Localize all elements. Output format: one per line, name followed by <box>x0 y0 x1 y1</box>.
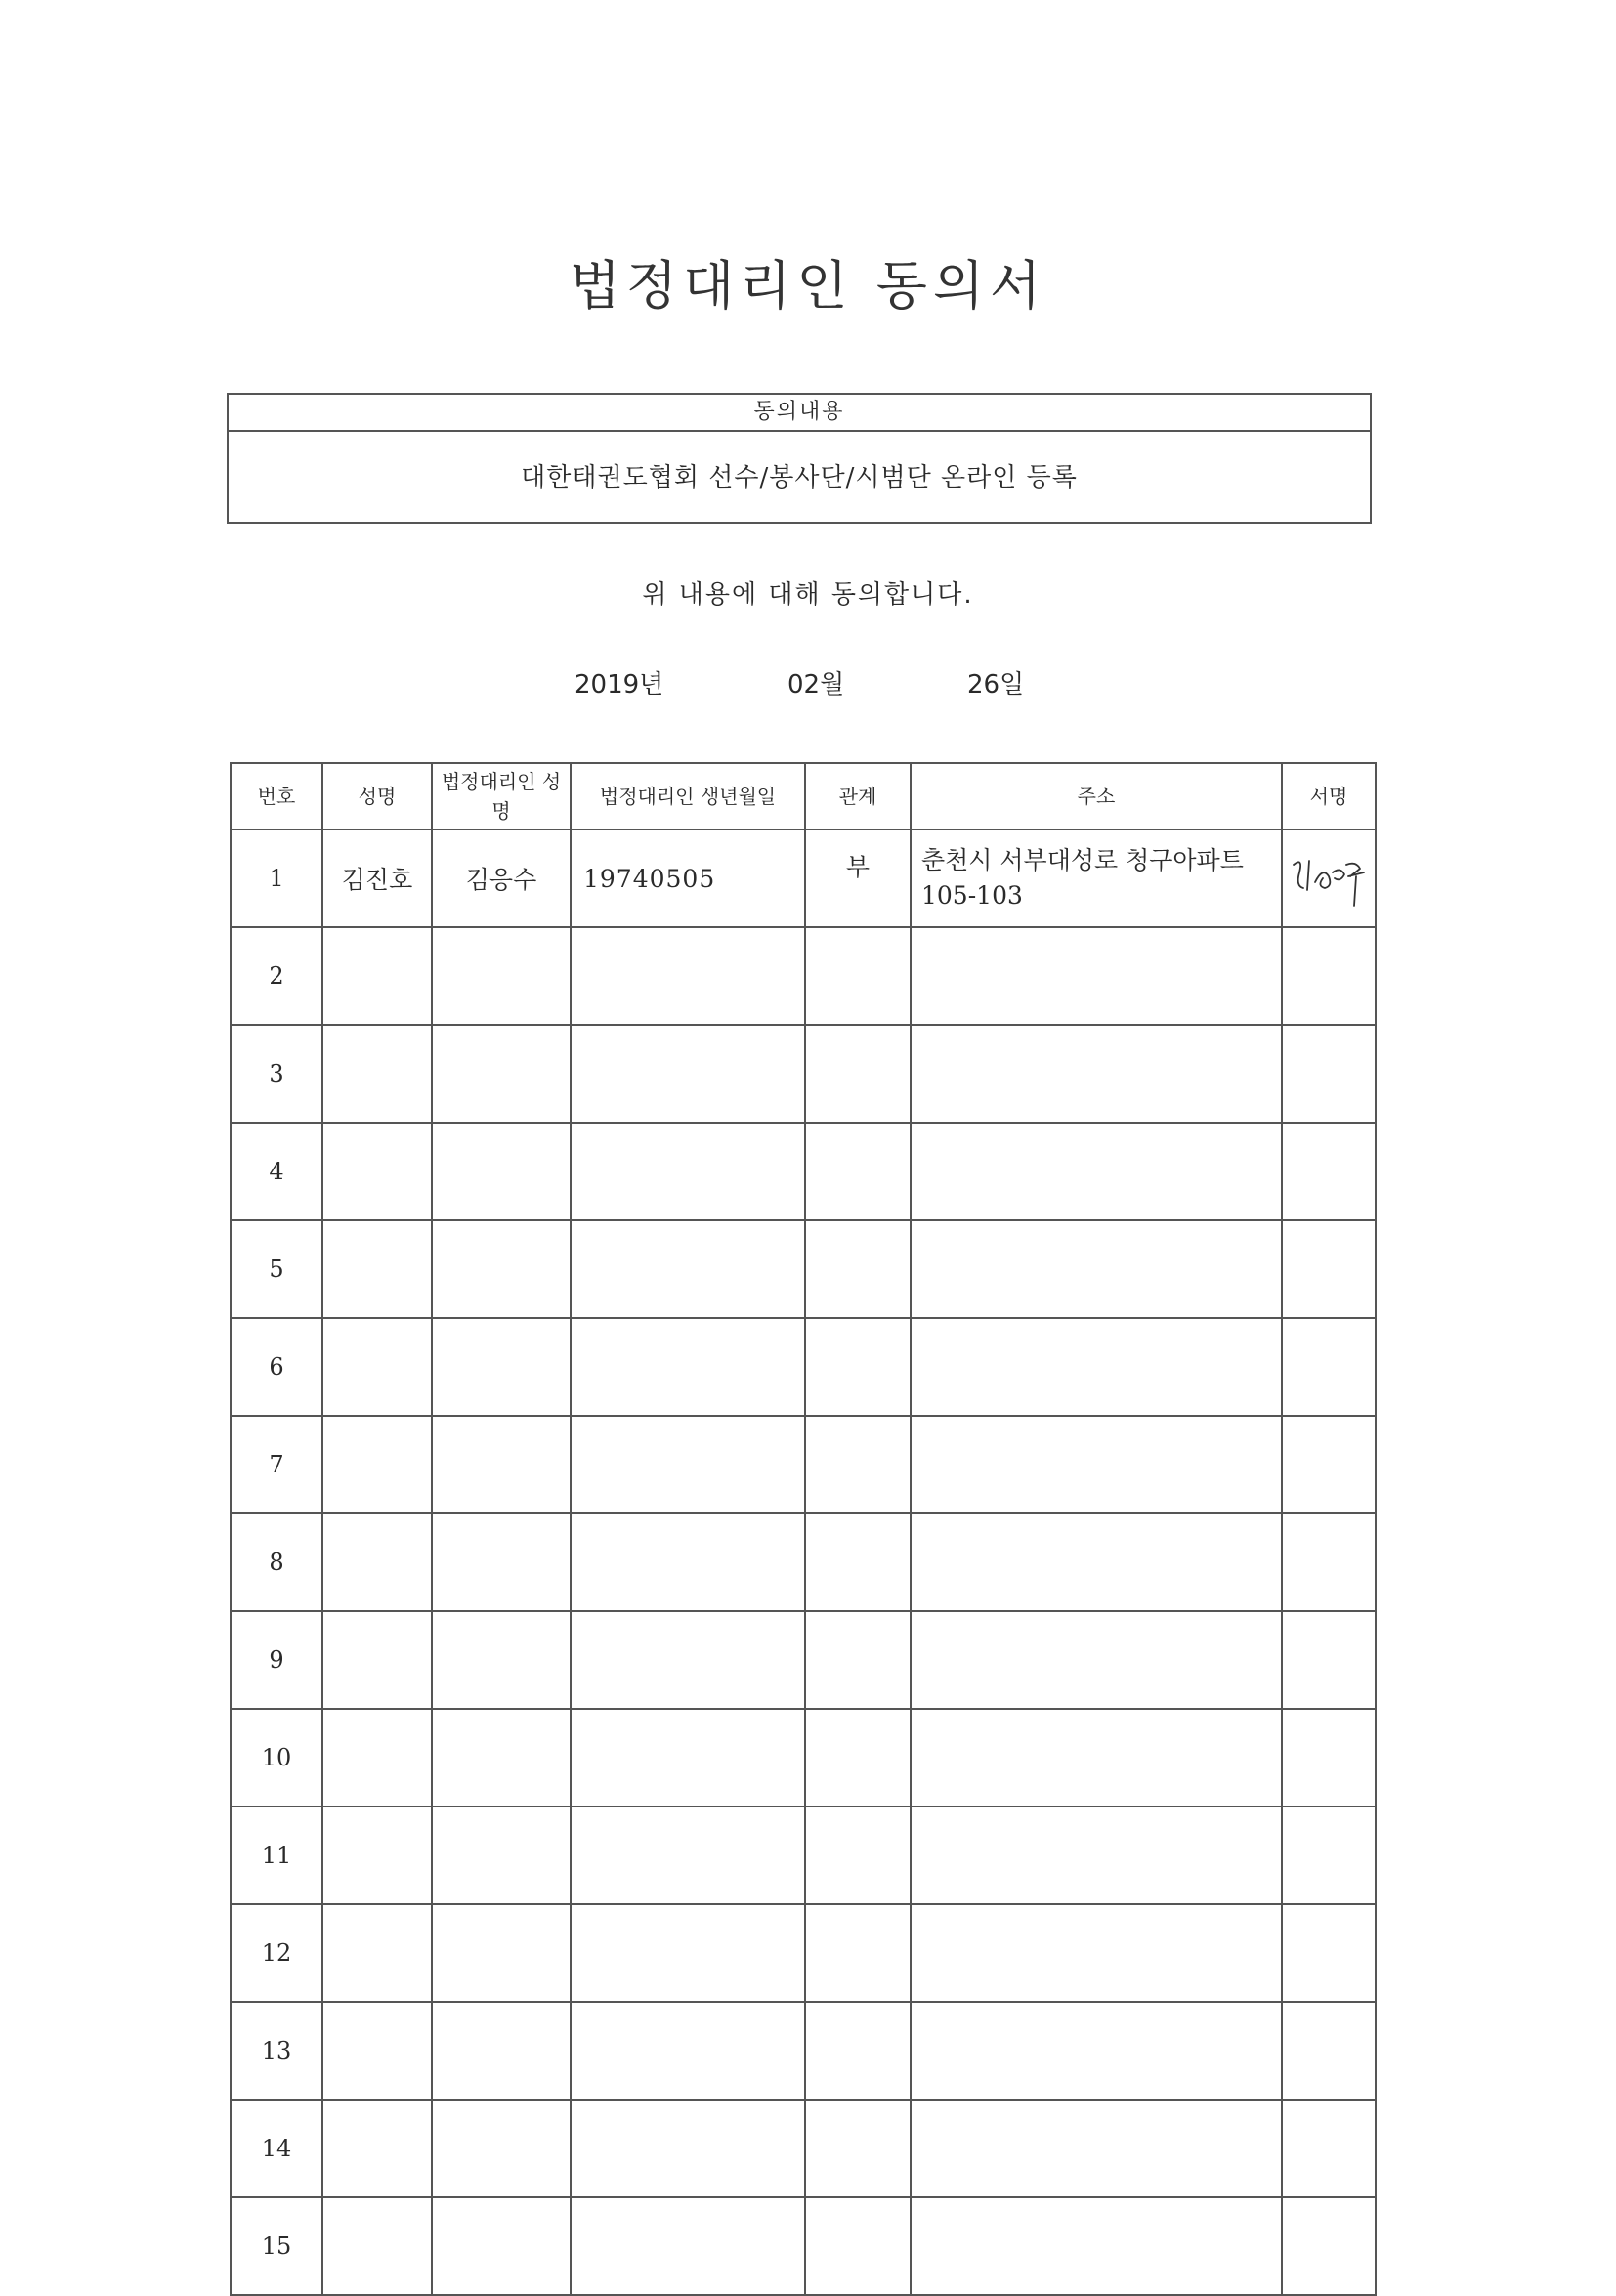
cell-guardian-name <box>432 1025 571 1123</box>
cell-guardian-name <box>432 1904 571 2002</box>
cell-guardian-birth <box>571 1904 805 2002</box>
cell-address <box>911 1807 1282 1904</box>
row-number: 4 <box>231 1123 322 1220</box>
cell-address <box>911 1611 1282 1709</box>
cell-guardian-name <box>432 1318 571 1416</box>
cell-guardian-birth <box>571 927 805 1025</box>
cell-name <box>322 2100 432 2197</box>
cell-signature <box>1282 1220 1376 1318</box>
header-relation: 관계 <box>805 763 911 829</box>
row-number: 1 <box>231 829 322 927</box>
date-year: 2019년 <box>574 670 664 700</box>
cell-name <box>322 1318 432 1416</box>
row-number: 11 <box>231 1807 322 1904</box>
cell-guardian-name <box>432 1416 571 1513</box>
cell-signature <box>1282 1904 1376 2002</box>
cell-guardian-birth <box>571 1611 805 1709</box>
handwritten-signature <box>1286 843 1372 914</box>
cell-guardian-birth <box>571 1220 805 1318</box>
cell-signature <box>1282 829 1376 927</box>
cell-guardian-name: 김응수 <box>432 829 571 927</box>
cell-relation <box>805 2100 911 2197</box>
cell-signature <box>1282 1123 1376 1220</box>
cell-signature <box>1282 2100 1376 2197</box>
table-row <box>231 1513 1376 1611</box>
cell-name <box>322 927 432 1025</box>
cell-signature <box>1282 1513 1376 1611</box>
table-row <box>231 1123 1376 1220</box>
cell-guardian-name <box>432 1513 571 1611</box>
table-row <box>231 2002 1376 2100</box>
cell-signature <box>1282 1611 1376 1709</box>
table-header-row <box>231 763 1376 829</box>
table-row <box>231 927 1376 1025</box>
cell-name <box>322 1123 432 1220</box>
row-number: 3 <box>231 1025 322 1123</box>
cell-guardian-birth <box>571 2002 805 2100</box>
header-address: 주소 <box>911 763 1282 829</box>
cell-address <box>911 927 1282 1025</box>
header-guardian-name: 법정대리인 성명 <box>432 763 571 829</box>
cell-address <box>911 1220 1282 1318</box>
cell-guardian-name <box>432 1611 571 1709</box>
table-row <box>231 1416 1376 1513</box>
cell-relation <box>805 1220 911 1318</box>
cell-name <box>322 1611 432 1709</box>
table-row <box>231 1807 1376 1904</box>
consent-content: 대한태권도협회 선수/봉사단/시범단 온라인 등록 <box>521 463 1078 492</box>
row-number: 12 <box>231 1904 322 2002</box>
cell-guardian-name <box>432 1709 571 1807</box>
header-signature: 서명 <box>1282 763 1376 829</box>
date-day: 26일 <box>967 670 1025 700</box>
table-row <box>231 1220 1376 1318</box>
cell-relation <box>805 927 911 1025</box>
cell-name <box>322 1513 432 1611</box>
cell-signature <box>1282 1807 1376 1904</box>
cell-signature <box>1282 927 1376 1025</box>
cell-relation <box>805 1123 911 1220</box>
consent-box <box>227 393 1372 524</box>
cell-guardian-birth <box>571 1709 805 1807</box>
cell-relation <box>805 1513 911 1611</box>
row-number: 9 <box>231 1611 322 1709</box>
cell-address <box>911 1025 1282 1123</box>
cell-address <box>911 1904 1282 2002</box>
cell-guardian-birth: 19740505 <box>571 829 805 927</box>
cell-relation <box>805 1807 911 1904</box>
header-guardian-birth: 법정대리인 생년월일 <box>571 763 805 829</box>
cell-relation <box>805 1318 911 1416</box>
row-number: 15 <box>231 2197 322 2295</box>
cell-guardian-birth <box>571 1318 805 1416</box>
cell-signature <box>1282 2197 1376 2295</box>
row-number: 10 <box>231 1709 322 1807</box>
cell-address <box>911 2002 1282 2100</box>
cell-name <box>322 1416 432 1513</box>
cell-guardian-birth <box>571 1513 805 1611</box>
cell-guardian-birth <box>571 2100 805 2197</box>
cell-address <box>911 1513 1282 1611</box>
cell-guardian-birth <box>571 1807 805 1904</box>
row-number: 6 <box>231 1318 322 1416</box>
cell-relation <box>805 1416 911 1513</box>
table-row <box>231 1318 1376 1416</box>
row-number: 13 <box>231 2002 322 2100</box>
cell-relation <box>805 1709 911 1807</box>
document-title: 법정대리인 동의서 <box>569 255 1047 317</box>
table-row <box>231 1025 1376 1123</box>
row-number: 5 <box>231 1220 322 1318</box>
cell-signature <box>1282 1416 1376 1513</box>
cell-relation <box>805 2002 911 2100</box>
consent-header: 동의내용 <box>229 395 1370 432</box>
table-row <box>231 1611 1376 1709</box>
cell-relation: 부 <box>805 829 911 927</box>
cell-name: 김진호 <box>322 829 432 927</box>
table-body <box>231 829 1376 2295</box>
cell-name <box>322 1025 432 1123</box>
cell-guardian-name <box>432 927 571 1025</box>
date-month: 02월 <box>787 670 845 700</box>
table-row <box>231 1904 1376 2002</box>
cell-address <box>911 1416 1282 1513</box>
row-number: 14 <box>231 2100 322 2197</box>
cell-relation <box>805 1025 911 1123</box>
cell-relation <box>805 1611 911 1709</box>
cell-address <box>911 2100 1282 2197</box>
cell-signature <box>1282 1709 1376 1807</box>
cell-guardian-name <box>432 1220 571 1318</box>
cell-address <box>911 1709 1282 1807</box>
cell-address <box>911 2197 1282 2295</box>
cell-signature <box>1282 1025 1376 1123</box>
cell-guardian-name <box>432 1123 571 1220</box>
row-number: 7 <box>231 1416 322 1513</box>
table-row <box>231 829 1376 927</box>
header-name: 성명 <box>322 763 432 829</box>
table-row <box>231 2100 1376 2197</box>
guardian-table <box>230 762 1377 2296</box>
header-no: 번호 <box>231 763 322 829</box>
cell-name <box>322 1807 432 1904</box>
cell-guardian-name <box>432 2002 571 2100</box>
row-number: 8 <box>231 1513 322 1611</box>
agreement-statement: 위 내용에 대해 동의합니다. <box>642 580 974 610</box>
cell-name <box>322 1709 432 1807</box>
cell-relation <box>805 2197 911 2295</box>
cell-relation <box>805 1904 911 2002</box>
cell-name <box>322 2197 432 2295</box>
cell-address <box>911 1123 1282 1220</box>
cell-guardian-name <box>432 2197 571 2295</box>
row-number: 2 <box>231 927 322 1025</box>
cell-guardian-birth <box>571 1416 805 1513</box>
cell-guardian-name <box>432 1807 571 1904</box>
cell-guardian-name <box>432 2100 571 2197</box>
cell-guardian-birth <box>571 1123 805 1220</box>
cell-name <box>322 1904 432 2002</box>
cell-signature <box>1282 2002 1376 2100</box>
cell-guardian-birth <box>571 1025 805 1123</box>
table-row <box>231 1709 1376 1807</box>
cell-signature <box>1282 1318 1376 1416</box>
table-row <box>231 2197 1376 2295</box>
cell-name <box>322 2002 432 2100</box>
cell-address <box>911 1318 1282 1416</box>
cell-address: 춘천시 서부대성로 청구아파트 105-103 <box>911 829 1282 927</box>
cell-guardian-birth <box>571 2197 805 2295</box>
cell-name <box>322 1220 432 1318</box>
